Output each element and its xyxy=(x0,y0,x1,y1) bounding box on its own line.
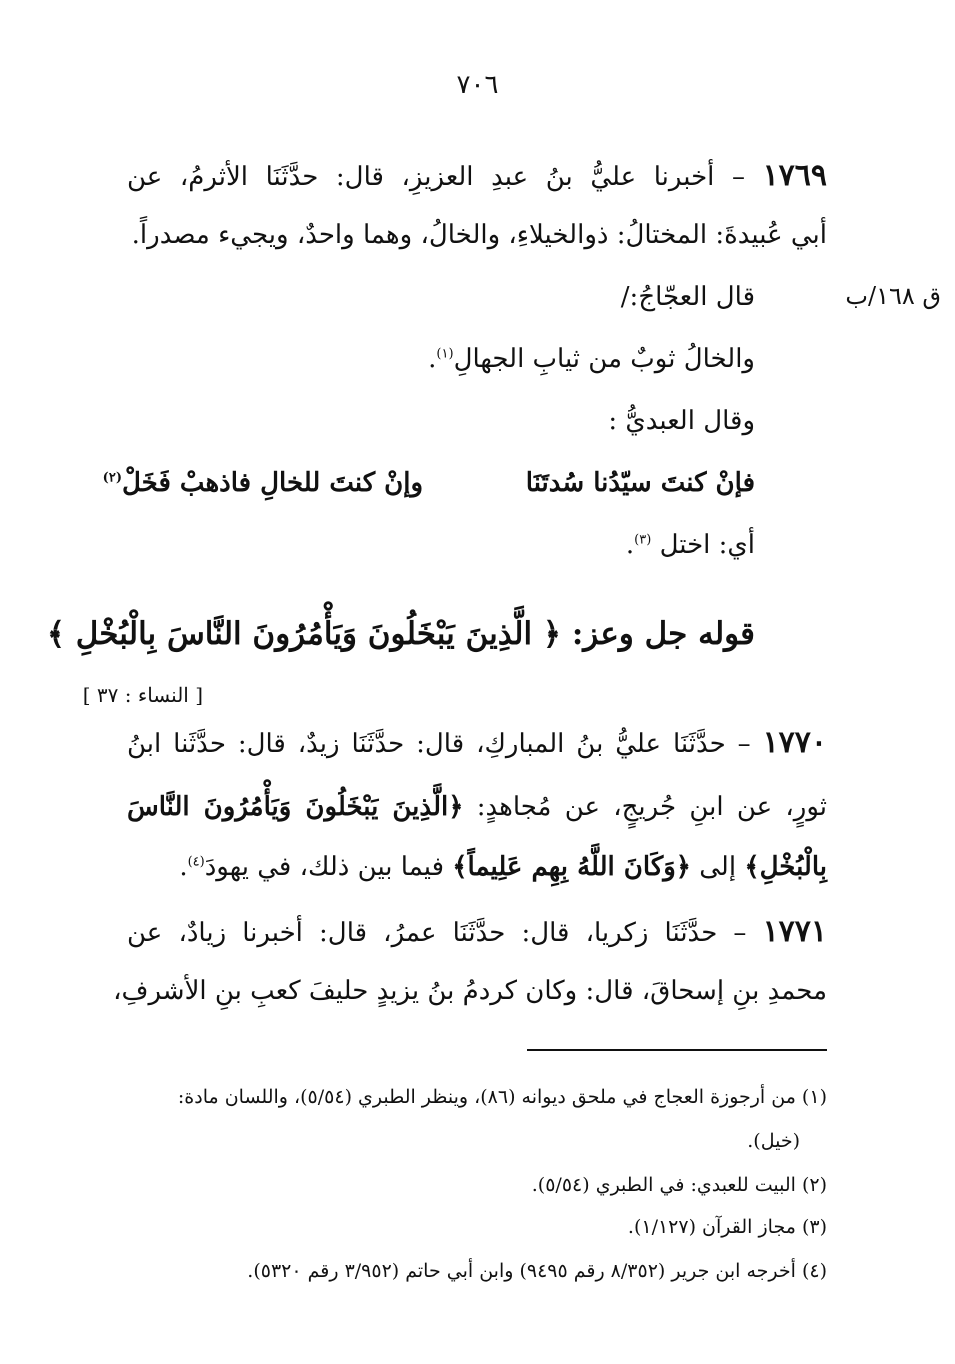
footnote-ref: (٢) xyxy=(102,470,122,486)
hadith-1770-line-3 xyxy=(179,852,827,882)
quran-verse: بِالْبُخْلِ﴾ xyxy=(744,852,827,882)
hadith-number: ١٧٧٠ xyxy=(762,725,828,760)
hadith-text: فيما بين ذلك، في يهودَ xyxy=(204,852,445,882)
hadith-1769-line-1 xyxy=(127,158,827,193)
surah-reference: [ النساء : ٣٧ ] xyxy=(82,683,203,707)
hadith-text: ثورٍ، عن ابنِ جُريجٍ، عن مُجاهدٍ: xyxy=(476,792,827,822)
poem-verse: والخالُ ثوبٌ من ثيابِ الجهالِ xyxy=(453,344,755,374)
hadith-1770-line-2 xyxy=(127,792,827,822)
poem-hemistich-2 xyxy=(103,468,423,498)
footnote-ref: (٣) xyxy=(634,532,652,548)
quran-verse: ﴿وَكَانَ اللَّهُ بِهِم عَلِيماً﴾ xyxy=(452,852,691,882)
quran-verse: ﴿الَّذِينَ يَبْخَلُونَ وَيَأْمُرُونَ النَّاسَ xyxy=(127,792,464,822)
punctuation: . xyxy=(179,852,188,882)
poem-text: وإنْ كنتَ للخالِ فاذهبْ فَخَلْ xyxy=(121,468,423,498)
footnote-2: (٢) البيت للعبدي: في الطبري (٥/٥٤). xyxy=(531,1174,827,1196)
gloss-text: أي: اختل xyxy=(659,530,755,560)
footnote-3: (٣) مجاز القرآن (١/١٢٧). xyxy=(627,1216,827,1238)
hadith-text: – حدَّثَنَا زكريا، قال: حدَّثَنَا عمرُ، قال: أخبرنا زيادٌ، عن xyxy=(127,918,747,948)
hadith-1769-line-5: وقال العبديُّ : xyxy=(608,406,755,436)
punctuation: . xyxy=(625,530,635,560)
footnote-1-continued: (خيل). xyxy=(747,1130,800,1152)
heading-prefix: قوله جل وعز: xyxy=(571,616,755,652)
footnote-1: (١) من أرجوزة العجاج في ملحق ديوانه (٨٦)، وينظر الطبري (٥/٥٤)، واللسان مادة: xyxy=(177,1086,827,1108)
punctuation: . xyxy=(428,344,437,374)
hadith-1771-line-2: محمدِ بنِ إسحاقَ، قال: وكان كردمُ بنُ يزيدٍ حليفَ كعبِ بنِ الأشرفِ، xyxy=(113,976,827,1006)
hadith-1771-line-1 xyxy=(127,914,827,949)
hadith-text: – حدَّثَنَا عليُّ بنُ المباركِ، قال: حدَّثَنَا زيدٌ، قال: حدَّثَنا ابنُ xyxy=(127,729,751,759)
footnote-divider xyxy=(527,1049,827,1051)
hadith-text: – أخبرنا عليُّ بنُ عبدِ العزيزِ، قال: حدَّثَنَا الأثرمُ، عن xyxy=(127,162,745,192)
hadith-number: ١٧٧١ xyxy=(762,914,828,949)
page-number: ٧٠٦ xyxy=(456,70,499,100)
section-heading xyxy=(47,616,755,652)
hadith-1769-line-6 xyxy=(626,530,755,560)
hadith-text: إلى xyxy=(699,852,737,882)
hadith-1770-line-1 xyxy=(127,725,827,760)
quran-verse: ﴿ الَّذِينَ يَبْخَلُونَ وَيَأْمُرُونَ النَّاسَ بِالْبُخْلِ ﴾ xyxy=(46,616,562,652)
hadith-1769-line-2: أبي عُبيدةَ: المختالُ: ذوالخيلاءِ، والخالُ، وهما واحدٌ، ويجيء مصدراً. xyxy=(131,220,827,250)
footnote-ref: (١) xyxy=(436,346,454,362)
hadith-1769-line-3: قال العجّاجُ:/ xyxy=(620,282,755,312)
hadith-number: ١٧٦٩ xyxy=(762,158,828,193)
footnote-4: (٤) أخرجه ابن جرير (٨/٣٥٢ رقم ٩٤٩٥) وابن أبي حاتم (٣/٩٥٢ رقم ٥٣٢٠). xyxy=(247,1260,827,1282)
hadith-1769-line-4 xyxy=(428,344,755,374)
margin-manuscript-note: ق ١٦٨/ب xyxy=(845,282,941,310)
footnote-ref: (٤) xyxy=(187,854,205,870)
poem-hemistich-1: فإنْ كنتَ سيّدُنا سُدتَنَا xyxy=(525,468,755,498)
